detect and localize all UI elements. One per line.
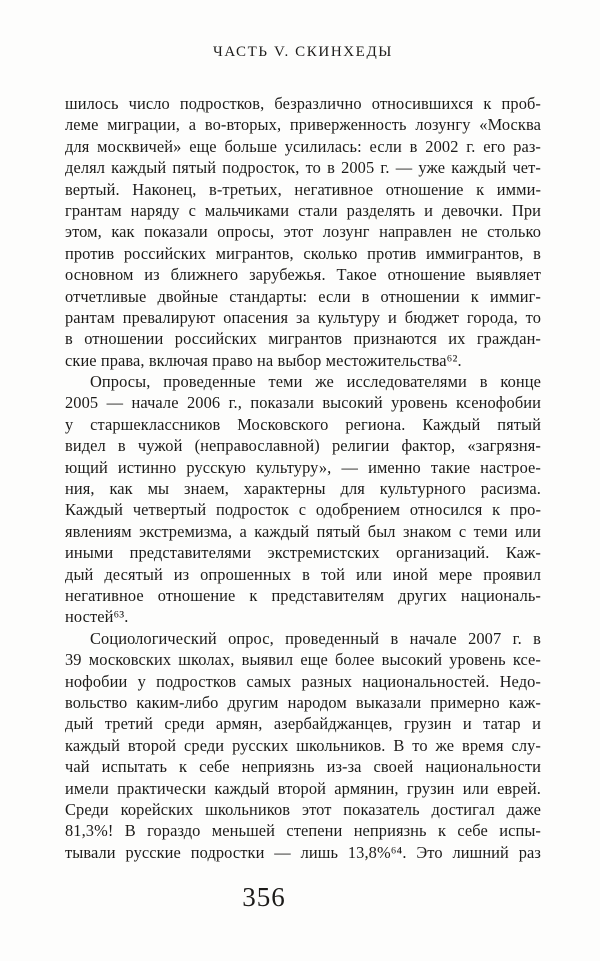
- text-line: вольство каким-либо другим народом выказали примерно каж-: [65, 692, 541, 712]
- page-number: 356: [242, 882, 286, 912]
- text-line: 2005 — начале 2006 г., показали высокий уровень ксенофобии: [65, 393, 541, 413]
- text-line: дый третий среди армян, азербайджанцев, грузин и татар и: [65, 714, 541, 734]
- text-line: в отношении российских мигрантов признаются их граждан-: [65, 329, 541, 349]
- text-line: против российских мигрантов, сколько против иммигрантов, в: [65, 243, 541, 263]
- text-line: вертый. Наконец, в-третьих, негативное отношение к имми-: [65, 179, 541, 199]
- text-line: чай испытать к себе неприязнь из-за своей национальности: [65, 757, 541, 777]
- text-line: для москвичей» еще больше усилилась: если в 2002 г. его раз-: [65, 136, 541, 156]
- running-header: ЧАСТЬ V. СКИНХЕДЫ: [213, 44, 393, 60]
- text-line: 81,3%! В гораздо меньшей степени неприязнь к себе испы-: [65, 821, 541, 841]
- text-line: негативное отношение к представителям других националь-: [65, 585, 541, 605]
- body-text: [65, 93, 541, 863]
- text-line: леме миграции, а во-вторых, приверженность лозунгу «Москва: [65, 115, 541, 135]
- text-line: ские права, включая право на выбор местожительства⁶².: [65, 350, 462, 370]
- text-line: Среди корейских школьников этот показатель достигал даже: [65, 799, 541, 819]
- text-line: делял каждый пятый подросток, то в 2005 г. — уже каждый чет-: [65, 158, 541, 178]
- text-line: у старшеклассников Московского региона. Каждый пятый: [65, 414, 541, 434]
- text-line: Каждый четвертый подросток с одобрением относился к про-: [65, 500, 541, 520]
- text-line: Социологический опрос, проведенный в начале 2007 г. в: [90, 628, 541, 648]
- text-line: нофобии у подростков самых разных национальностей. Недо-: [65, 671, 541, 691]
- text-line: явлениям экстремизма, а каждый пятый был знаком с теми или: [65, 521, 541, 541]
- text-line: этом, как показали опросы, этот лозунг направлен не столько: [65, 222, 541, 242]
- text-line: отчетливые двойные стандарты: если в отношении к иммиг-: [65, 286, 541, 306]
- text-line: грантам наряду с мальчиками стали разделять и девочки. При: [65, 200, 541, 220]
- text-line: ющий истинно русскую культуру», — именно такие настрое-: [65, 457, 541, 477]
- text-line: тывали русские подростки — лишь 13,8%⁶⁴. Это лишний раз: [65, 842, 541, 862]
- text-line: основном из ближнего зарубежья. Такое отношение выявляет: [65, 265, 541, 285]
- text-line: ния, как мы знаем, характерны для культурного расизма.: [65, 479, 541, 499]
- text-line: Опросы, проведенные теми же исследователями в конце: [90, 372, 541, 392]
- text-line: рантам превалируют опасения за культуру и бюджет города, то: [65, 307, 541, 327]
- text-line: иными представителями экстремистских организаций. Каж-: [65, 543, 541, 563]
- text-line: каждый второй среди русских школьников. В то же время слу-: [65, 735, 541, 755]
- text-line: дый десятый из опрошенных в той или иной мере проявил: [65, 564, 541, 584]
- text-line: имели практически каждый второй армянин, грузин или еврей.: [65, 778, 541, 798]
- text-line: видел в чужой (неправославной) религии фактор, «загрязня-: [65, 436, 541, 456]
- text-line: 39 московских школах, выявил еще более высокий уровень ксе-: [65, 650, 541, 670]
- text-line: ностей⁶³.: [65, 607, 129, 627]
- text-line: шилось число подростков, безразлично относившихся к проб-: [65, 94, 541, 113]
